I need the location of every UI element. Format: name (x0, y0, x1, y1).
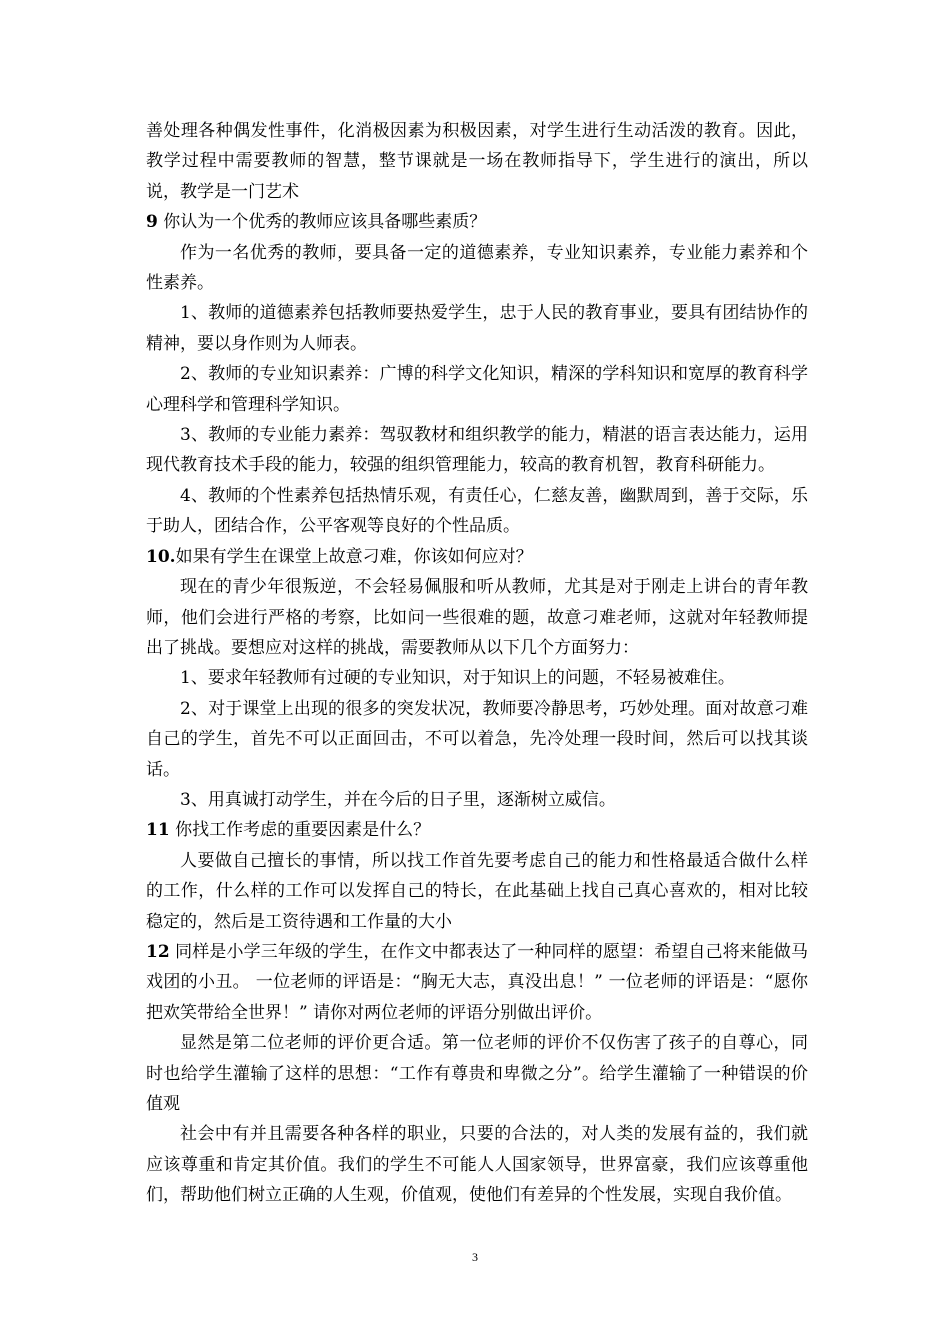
answer-paragraph: 现在的青少年很叛逆，不会轻易佩服和听从教师，尤其是对于刚走上讲台的青年教师，他们会进行严格的考察，比如问一些很难的题，故意刁难老师，这就对年轻教师提出了挑战。要想应对这样的挑战，需要教师从以下几个方面努力： (146, 577, 808, 658)
answer-paragraph: 1、要求年轻教师有过硬的专业知识，对于知识上的问题，不轻易被难住。 (180, 668, 735, 689)
question-text: 你认为一个优秀的教师应该具备哪些素质？ (157, 212, 487, 233)
answer-paragraph: 3、用真诚打动学生，并在今后的日子里，逐渐树立威信。 (180, 789, 616, 810)
answer-paragraph: 4、教师的个性素养包括热情乐观，有责任心，仁慈友善，幽默周到，善于交际，乐于助人，团结合作，公平客观等良好的个性品质。 (146, 485, 808, 537)
question-10 (146, 542, 808, 572)
answer-paragraph: 人要做自己擅长的事情，所以找工作首先要考虑自己的能力和性格最适合做什么样的工作，什么样的工作可以发挥自己的特长，在此基础上找自己真心喜欢的，相对比较稳定的，然后是工资待遇和工作量的大小 (146, 850, 808, 932)
question-number: 10. (146, 546, 176, 567)
question-text: 你找工作考虑的重要因素是什么？ (169, 820, 431, 841)
question-11 (146, 815, 808, 845)
question-text: 如果有学生在课堂上故意刁难，你该如何应对？ (175, 546, 533, 567)
page-number: 3 (472, 1250, 478, 1264)
answer-paragraph: 2、教师的专业知识素养：广博的科学文化知识，精深的学科知识和宽厚的教育科学心理科学和管理科学知识。 (146, 364, 808, 415)
question-9 (146, 207, 808, 237)
document-body (146, 116, 808, 1211)
question-number: 11 (146, 820, 170, 841)
answer-paragraph: 1、教师的道德素养包括教师要热爱学生，忠于人民的教育事业，要具有团结协作的精神，要以身作则为人师表。 (146, 303, 808, 354)
question-number: 9 (146, 212, 158, 233)
answer-paragraph: 显然是第二位老师的评价更合适。第一位老师的评价不仅伤害了孩子的自尊心，同时也给学生灌输了这样的思想：“工作有尊贵和卑微之分”。给学生灌输了一种错误的价值观 (146, 1033, 808, 1114)
question-text: 同样是小学三年级的学生，在作文中都表达了一种同样的愿望：希望自己将来能做马戏团的小丑。 一位老师的评语是：“胸无大志，真没出息！” 一位老师的评语是：“愿你把欢笑带给全世界！” 请你对两位老师的评语分别做出评价。 (146, 941, 808, 1023)
answer-paragraph: 3、教师的专业能力素养：驾驭教材和组织教学的能力，精湛的语言表达能力，运用现代教育技术手段的能力，较强的组织管理能力，较高的教育机智，教育科研能力。 (146, 425, 808, 476)
answer-paragraph: 作为一名优秀的教师，要具备一定的道德素养，专业知识素养，专业能力素养和个性素养。 (146, 242, 808, 294)
continued-paragraph: 善处理各种偶发性事件，化消极因素为积极因素，对学生进行生动活泼的教育。因此，教学过程中需要教师的智慧，整节课就是一场在教师指导下，学生进行的演出，所以说，教学是一门艺术 (146, 121, 808, 202)
question-12 (146, 937, 808, 1028)
answer-paragraph: 社会中有并且需要各种各样的职业，只要的合法的，对人类的发展有益的，我们就应该尊重和肯定其价值。我们的学生不可能人人国家领导，世界富豪，我们应该尊重他们，帮助他们树立正确的人生观，价值观，使他们有差异的个性发展，实现自我价值。 (146, 1124, 808, 1206)
answer-paragraph: 2、对于课堂上出现的很多的突发状况，教师要冷静思考，巧妙处理。面对故意刁难自己的学生，首先不可以正面回击，不可以着急，先冷处理一段时间，然后可以找其谈话。 (146, 698, 808, 780)
question-number: 12 (146, 941, 170, 962)
